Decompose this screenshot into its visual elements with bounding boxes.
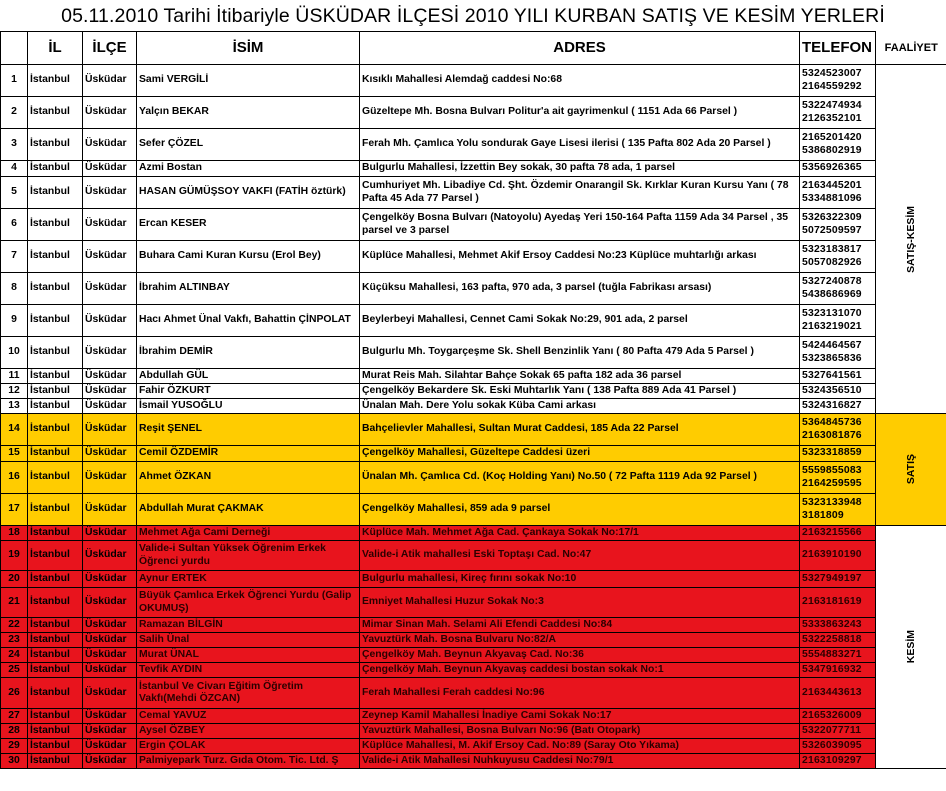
table-row — [1, 97, 946, 129]
table-row — [1, 494, 946, 526]
cell-adres: Ünalan Mh. Çamlıca Cd. (Koç Holding Yanı) No.50 ( 72 Pafta 1119 Ada 92 Parsel ) — [360, 462, 800, 494]
header-isim: İSİM — [137, 32, 360, 65]
row-number: 17 — [1, 494, 28, 526]
cell-isim: Ahmet ÖZKAN — [137, 462, 360, 494]
phone-numbers: 2165326009 — [802, 709, 862, 721]
phone-numbers: 5322258818 — [802, 633, 862, 645]
row-number: 28 — [1, 724, 28, 739]
cell-ilce: Üsküdar — [83, 754, 137, 769]
cell-isim: Fahir ÖZKURT — [137, 384, 360, 399]
cell-telefon — [800, 399, 876, 414]
kurban-table — [0, 31, 946, 769]
table-row — [1, 663, 946, 678]
faaliyet-cell — [876, 414, 946, 526]
phone-numbers: 2163910190 — [802, 549, 862, 561]
cell-adres: Beylerbeyi Mahallesi, Cennet Cami Sokak No:29, 901 ada, 2 parsel — [360, 305, 800, 337]
cell-isim: Büyük Çamlıca Erkek Öğrenci Yurdu (Galip OKUMUŞ) — [137, 588, 360, 618]
row-number: 10 — [1, 337, 28, 369]
cell-adres: Çengelköy Bosna Bulvarı (Natoyolu) Ayedaş Yeri 150-164 Pafta 1159 Ada 34 Parsel , 35 parsel ve 3 parsel — [360, 209, 800, 241]
row-number: 15 — [1, 446, 28, 462]
cell-adres: Bahçelievler Mahallesi, Sultan Murat Caddesi, 185 Ada 22 Parsel — [360, 414, 800, 446]
row-number: 29 — [1, 739, 28, 754]
row-number: 16 — [1, 462, 28, 494]
cell-isim: Sami VERGİLİ — [137, 65, 360, 97]
cell-ilce: Üsküdar — [83, 739, 137, 754]
cell-adres: Bulgurlu Mh. Toygarçeşme Sk. Shell Benzinlik Yanı ( 80 Pafta 479 Ada 5 Parsel ) — [360, 337, 800, 369]
cell-adres: Mimar Sinan Mah. Selami Ali Efendi Caddesi No:84 — [360, 618, 800, 633]
cell-ilce: Üsküdar — [83, 724, 137, 739]
header-adres: ADRES — [360, 32, 800, 65]
faaliyet-label: KESİM — [905, 630, 917, 664]
row-number: 5 — [1, 177, 28, 209]
cell-il: İstanbul — [28, 618, 83, 633]
cell-il: İstanbul — [28, 209, 83, 241]
cell-adres: Murat Reis Mah. Silahtar Bahçe Sokak 65 pafta 182 ada 36 parsel — [360, 369, 800, 384]
table-row — [1, 414, 946, 446]
cell-il: İstanbul — [28, 177, 83, 209]
header-faaliyet: FAALİYET — [876, 32, 946, 65]
cell-ilce: Üsküdar — [83, 541, 137, 571]
phone-numbers: 5323133948 3181809 — [802, 497, 862, 521]
cell-isim: Ramazan BİLGİN — [137, 618, 360, 633]
cell-telefon — [800, 663, 876, 678]
cell-ilce: Üsküdar — [83, 129, 137, 161]
cell-il: İstanbul — [28, 526, 83, 541]
table-row — [1, 571, 946, 588]
cell-il: İstanbul — [28, 724, 83, 739]
table-row — [1, 399, 946, 414]
page-title: 05.11.2010 Tarihi İtibariyle ÜSKÜDAR İLÇESİ 2010 YILI KURBAN SATIŞ VE KESİM YERLERİ — [61, 5, 885, 27]
table-row — [1, 129, 946, 161]
cell-il: İstanbul — [28, 739, 83, 754]
table-row — [1, 241, 946, 273]
cell-adres: Valide-i Atik mahallesi Eski Toptaşı Cad. No:47 — [360, 541, 800, 571]
cell-il: İstanbul — [28, 384, 83, 399]
faaliyet-cell — [876, 65, 946, 414]
cell-ilce: Üsküdar — [83, 414, 137, 446]
cell-il: İstanbul — [28, 305, 83, 337]
cell-il: İstanbul — [28, 65, 83, 97]
table-row — [1, 709, 946, 724]
phone-numbers: 5322474934 2126352101 — [802, 100, 862, 124]
cell-ilce: Üsküdar — [83, 633, 137, 648]
cell-il: İstanbul — [28, 633, 83, 648]
row-number: 9 — [1, 305, 28, 337]
cell-il: İstanbul — [28, 663, 83, 678]
table-row — [1, 161, 946, 177]
phone-numbers: 5424464567 5323865836 — [802, 340, 862, 364]
cell-telefon — [800, 709, 876, 724]
cell-telefon — [800, 337, 876, 369]
cell-adres: Çengelköy Mah. Beynun Akyavaş Cad. No:36 — [360, 648, 800, 663]
table-row — [1, 724, 946, 739]
row-number: 3 — [1, 129, 28, 161]
cell-ilce: Üsküdar — [83, 177, 137, 209]
cell-telefon — [800, 678, 876, 709]
cell-isim: İsmail YUSOĞLU — [137, 399, 360, 414]
row-number: 21 — [1, 588, 28, 618]
cell-adres: Ferah Mahallesi Ferah caddesi No:96 — [360, 678, 800, 709]
cell-isim: Abdullah Murat ÇAKMAK — [137, 494, 360, 526]
cell-il: İstanbul — [28, 588, 83, 618]
cell-isim: Azmi Bostan — [137, 161, 360, 177]
cell-isim: Murat ÜNAL — [137, 648, 360, 663]
cell-ilce: Üsküdar — [83, 337, 137, 369]
table-row — [1, 337, 946, 369]
cell-il: İstanbul — [28, 129, 83, 161]
phone-numbers: 5322077711 — [802, 724, 862, 736]
cell-telefon — [800, 571, 876, 588]
cell-il: İstanbul — [28, 494, 83, 526]
cell-isim: Aysel ÖZBEY — [137, 724, 360, 739]
cell-isim: Ercan KESER — [137, 209, 360, 241]
row-number: 8 — [1, 273, 28, 305]
cell-il: İstanbul — [28, 754, 83, 769]
phone-numbers: 2163181619 — [802, 596, 862, 608]
phone-numbers: 2165201420 5386802919 — [802, 132, 862, 156]
cell-telefon — [800, 65, 876, 97]
table-row — [1, 618, 946, 633]
cell-telefon — [800, 648, 876, 663]
table-row — [1, 633, 946, 648]
phone-numbers: 5356926365 — [802, 162, 862, 174]
cell-ilce: Üsküdar — [83, 369, 137, 384]
cell-telefon — [800, 305, 876, 337]
cell-adres: Kısıklı Mahallesi Alemdağ caddesi No:68 — [360, 65, 800, 97]
row-number: 25 — [1, 663, 28, 678]
phone-numbers: 5324316827 — [802, 399, 862, 411]
cell-isim: Cemil ÖZDEMİR — [137, 446, 360, 462]
cell-isim: Sefer ÇÖZEL — [137, 129, 360, 161]
cell-il: İstanbul — [28, 161, 83, 177]
cell-ilce: Üsküdar — [83, 209, 137, 241]
cell-ilce: Üsküdar — [83, 648, 137, 663]
cell-telefon — [800, 129, 876, 161]
table-row — [1, 754, 946, 769]
cell-il: İstanbul — [28, 369, 83, 384]
cell-isim: Cemal YAVUZ — [137, 709, 360, 724]
row-number: 12 — [1, 384, 28, 399]
cell-il: İstanbul — [28, 541, 83, 571]
cell-adres: Ünalan Mah. Dere Yolu sokak Küba Cami arkası — [360, 399, 800, 414]
cell-isim: Aynur ERTEK — [137, 571, 360, 588]
cell-adres: Yavuztürk Mahallesi, Bosna Bulvarı No:96 (Batı Otopark) — [360, 724, 800, 739]
cell-telefon — [800, 541, 876, 571]
cell-telefon — [800, 273, 876, 305]
row-number: 18 — [1, 526, 28, 541]
row-number: 2 — [1, 97, 28, 129]
phone-numbers: 5323131070 2163219021 — [802, 308, 862, 332]
cell-il: İstanbul — [28, 97, 83, 129]
faaliyet-label: SATIŞ-KESİM — [905, 205, 917, 273]
phone-numbers: 5323183817 5057082926 — [802, 244, 862, 268]
row-number: 11 — [1, 369, 28, 384]
cell-il: İstanbul — [28, 678, 83, 709]
cell-adres: Bulgurlu Mahallesi, İzzettin Bey sokak, 30 pafta 78 ada, 1 parsel — [360, 161, 800, 177]
cell-telefon — [800, 633, 876, 648]
table-row — [1, 209, 946, 241]
row-number: 4 — [1, 161, 28, 177]
row-number: 22 — [1, 618, 28, 633]
cell-adres: Emniyet Mahallesi Huzur Sokak No:3 — [360, 588, 800, 618]
cell-adres: Küplüce Mahallesi, Mehmet Akif Ersoy Caddesi No:23 Küplüce muhtarlığı arkası — [360, 241, 800, 273]
phone-numbers: 5323318859 — [802, 447, 862, 459]
row-number: 23 — [1, 633, 28, 648]
phone-numbers: 5333863243 — [802, 618, 862, 630]
table-row — [1, 648, 946, 663]
phone-numbers: 5326039095 — [802, 739, 862, 751]
table-row — [1, 177, 946, 209]
cell-telefon — [800, 369, 876, 384]
cell-ilce: Üsküdar — [83, 588, 137, 618]
table-row — [1, 541, 946, 571]
table-row — [1, 384, 946, 399]
cell-telefon — [800, 241, 876, 273]
cell-ilce: Üsküdar — [83, 446, 137, 462]
cell-isim: Ergin ÇOLAK — [137, 739, 360, 754]
cell-telefon — [800, 177, 876, 209]
cell-il: İstanbul — [28, 337, 83, 369]
cell-isim: Tevfik AYDIN — [137, 663, 360, 678]
cell-ilce: Üsküdar — [83, 384, 137, 399]
faaliyet-label: SATIŞ — [905, 454, 917, 485]
cell-telefon — [800, 588, 876, 618]
header-ilce: İLÇE — [83, 32, 137, 65]
cell-adres: Çengelköy Bekardere Sk. Eski Muhtarlık Yanı ( 138 Pafta 889 Ada 41 Parsel ) — [360, 384, 800, 399]
table-row — [1, 446, 946, 462]
table-row — [1, 678, 946, 709]
cell-telefon — [800, 724, 876, 739]
phone-numbers: 5324356510 — [802, 384, 862, 396]
cell-isim: Palmiyepark Turz. Gıda Otom. Tic. Ltd. Ş — [137, 754, 360, 769]
row-number: 26 — [1, 678, 28, 709]
cell-adres: Ferah Mh. Çamlıca Yolu sondurak Gaye Lisesi ilerisi ( 135 Pafta 802 Ada 20 Parsel ) — [360, 129, 800, 161]
cell-adres: Çengelköy Mahallesi, Güzeltepe Caddesi üzeri — [360, 446, 800, 462]
header-no — [1, 32, 28, 65]
table-row — [1, 739, 946, 754]
cell-ilce: Üsküdar — [83, 273, 137, 305]
phone-numbers: 5559855083 2164259595 — [802, 465, 862, 489]
cell-telefon — [800, 462, 876, 494]
row-number: 6 — [1, 209, 28, 241]
row-number: 20 — [1, 571, 28, 588]
cell-telefon — [800, 97, 876, 129]
cell-il: İstanbul — [28, 446, 83, 462]
cell-ilce: Üsküdar — [83, 65, 137, 97]
cell-ilce: Üsküdar — [83, 709, 137, 724]
cell-telefon — [800, 446, 876, 462]
cell-isim: Hacı Ahmet Ünal Vakfı, Bahattin ÇİNPOLAT — [137, 305, 360, 337]
cell-isim: Reşit ŞENEL — [137, 414, 360, 446]
cell-il: İstanbul — [28, 414, 83, 446]
cell-ilce: Üsküdar — [83, 97, 137, 129]
cell-ilce: Üsküdar — [83, 399, 137, 414]
header-il: İL — [28, 32, 83, 65]
cell-isim: HASAN GÜMÜŞSOY VAKFI (FATİH öztürk) — [137, 177, 360, 209]
phone-numbers: 2163443613 — [802, 686, 862, 698]
faaliyet-cell — [876, 526, 946, 769]
cell-il: İstanbul — [28, 571, 83, 588]
row-number: 1 — [1, 65, 28, 97]
cell-telefon — [800, 754, 876, 769]
cell-ilce: Üsküdar — [83, 462, 137, 494]
cell-il: İstanbul — [28, 648, 83, 663]
cell-ilce: Üsküdar — [83, 526, 137, 541]
row-number: 14 — [1, 414, 28, 446]
cell-ilce: Üsküdar — [83, 571, 137, 588]
cell-adres: Yavuztürk Mah. Bosna Bulvaru No:82/A — [360, 633, 800, 648]
phone-numbers: 5347916932 — [802, 663, 862, 675]
cell-il: İstanbul — [28, 399, 83, 414]
cell-il: İstanbul — [28, 241, 83, 273]
table-row — [1, 305, 946, 337]
table-row — [1, 526, 946, 541]
cell-telefon — [800, 618, 876, 633]
cell-il: İstanbul — [28, 709, 83, 724]
cell-isim: Valide-i Sultan Yüksek Öğrenim Erkek Öğrenci yurdu — [137, 541, 360, 571]
row-number: 27 — [1, 709, 28, 724]
cell-ilce: Üsküdar — [83, 663, 137, 678]
phone-numbers: 2163445201 5334881096 — [802, 180, 862, 204]
cell-adres: Bulgurlu mahallesi, Kireç fırını sokak No:10 — [360, 571, 800, 588]
cell-adres: Küplüce Mahallesi, M. Akif Ersoy Cad. No:89 (Saray Oto Yıkama) — [360, 739, 800, 754]
header-row — [1, 32, 946, 65]
cell-isim: Mehmet Ağa Cami Derneği — [137, 526, 360, 541]
phone-numbers: 5327240878 5438686969 — [802, 276, 862, 300]
cell-ilce: Üsküdar — [83, 494, 137, 526]
cell-adres: Çengelköy Mahallesi, 859 ada 9 parsel — [360, 494, 800, 526]
cell-telefon — [800, 526, 876, 541]
row-number: 7 — [1, 241, 28, 273]
cell-ilce: Üsküdar — [83, 618, 137, 633]
header-telefon: TELEFON — [800, 32, 876, 65]
table-row — [1, 462, 946, 494]
cell-isim: İbrahim DEMİR — [137, 337, 360, 369]
cell-telefon — [800, 161, 876, 177]
phone-numbers: 2163109297 — [802, 754, 862, 766]
table-body — [1, 65, 946, 769]
cell-adres: Küplüce Mah. Mehmet Ağa Cad. Çankaya Sokak No:17/1 — [360, 526, 800, 541]
cell-adres: Güzeltepe Mh. Bosna Bulvarı Politur'a ait gayrimenkul ( 1151 Ada 66 Parsel ) — [360, 97, 800, 129]
cell-ilce: Üsküdar — [83, 305, 137, 337]
cell-telefon — [800, 494, 876, 526]
cell-adres: Zeynep Kamil Mahallesi İnadiye Cami Sokak No:17 — [360, 709, 800, 724]
cell-il: İstanbul — [28, 273, 83, 305]
cell-isim: Buhara Cami Kuran Kursu (Erol Bey) — [137, 241, 360, 273]
phone-numbers: 5324523007 2164559292 — [802, 68, 862, 92]
cell-adres: Küçüksu Mahallesi, 163 pafta, 970 ada, 3 parsel (tuğla Fabrikası arsası) — [360, 273, 800, 305]
phone-numbers: 5554883271 — [802, 648, 862, 660]
cell-il: İstanbul — [28, 462, 83, 494]
cell-telefon — [800, 739, 876, 754]
cell-telefon — [800, 414, 876, 446]
cell-adres: Cumhuriyet Mh. Libadiye Cd. Şht. Özdemir Onarangil Sk. Kırklar Kuran Kursu Yanı ( 78 Pafta 45 Ada 77 Parsel ) — [360, 177, 800, 209]
phone-numbers: 2163215566 — [802, 526, 862, 538]
cell-ilce: Üsküdar — [83, 241, 137, 273]
phone-numbers: 5326322309 5072509597 — [802, 212, 862, 236]
phone-numbers: 5327641561 — [802, 369, 862, 381]
cell-isim: Salih Ünal — [137, 633, 360, 648]
table-row — [1, 65, 946, 97]
cell-ilce: Üsküdar — [83, 161, 137, 177]
row-number: 30 — [1, 754, 28, 769]
cell-ilce: Üsküdar — [83, 678, 137, 709]
cell-isim: İbrahim ALTINBAY — [137, 273, 360, 305]
cell-telefon — [800, 384, 876, 399]
table-row — [1, 369, 946, 384]
row-number: 19 — [1, 541, 28, 571]
cell-isim: Abdullah GÜL — [137, 369, 360, 384]
cell-adres: Çengelköy Mah. Beynun Akyavaş caddesi bostan sokak No:1 — [360, 663, 800, 678]
cell-telefon — [800, 209, 876, 241]
cell-isim: Yalçın BEKAR — [137, 97, 360, 129]
cell-isim: İstanbul Ve Civarı Eğitim Öğretim Vakfı(Mehdi ÖZCAN) — [137, 678, 360, 709]
table-row — [1, 273, 946, 305]
table-row — [1, 588, 946, 618]
phone-numbers: 5327949197 — [802, 572, 862, 584]
phone-numbers: 5364845736 2163081876 — [802, 417, 862, 441]
row-number: 13 — [1, 399, 28, 414]
row-number: 24 — [1, 648, 28, 663]
cell-adres: Valide-i Atik Mahallesi Nuhkuyusu Caddesi No:79/1 — [360, 754, 800, 769]
